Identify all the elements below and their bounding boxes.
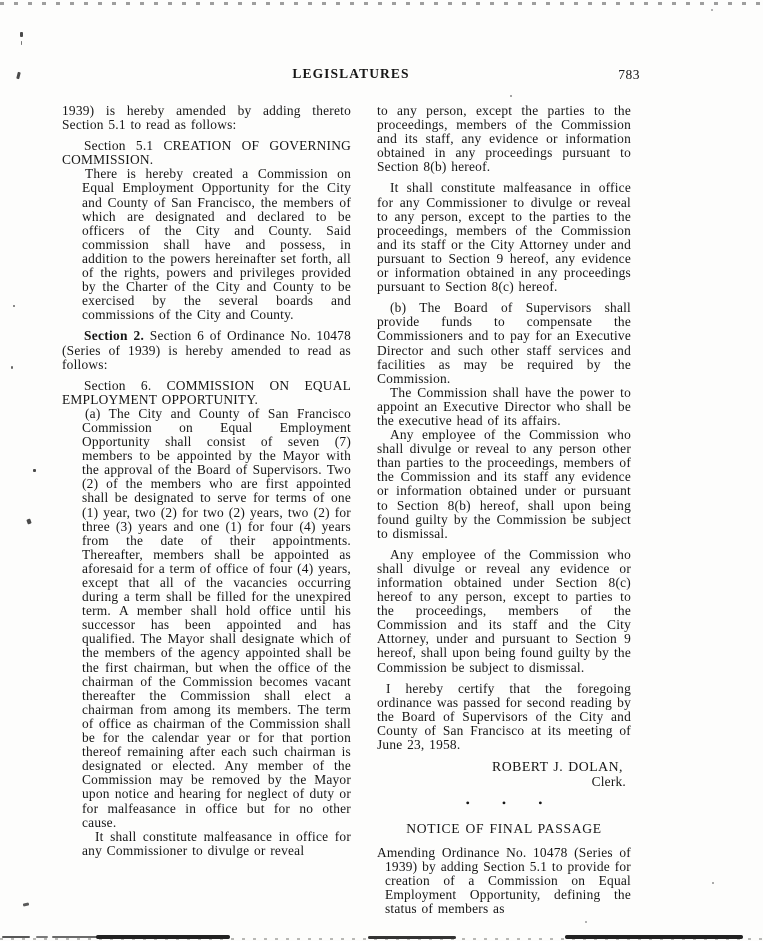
employee-dismissal-paragraph-2: Any employee of the Commission who shall divulge or reveal any evidence or information obtained under Section 8(c) hereof to any person, except to parties to the proceedings, members of the Commission and its staff and the City Attorney, under and pursuant to Section 9 hereof, shall upon being found guilty by the Commission be subject to dismissal. bbox=[377, 546, 631, 675]
scan-speck bbox=[16, 72, 21, 80]
scan-bottom-edge-segment bbox=[96, 935, 230, 939]
signature-name: ROBERT J. DOLAN, bbox=[492, 759, 623, 775]
page-header bbox=[62, 66, 640, 84]
section-6-heading: Section 6. COMMISSION ON EQUAL EMPLOYMENT OPPORTUNITY. bbox=[62, 377, 351, 407]
subsection-b-body: (b) The Board of Supervisors shall provide funds to compensate the Commissioners and to pay for an Executive Director and such other staff services and facilities as may be required by the Commission. bbox=[377, 300, 631, 386]
certification-paragraph: I hereby certify that the foregoing ordinance was passed for second reading by the Board of Supervisors of the City and County of San Francisco at its meeting of June 23, 1958. bbox=[377, 680, 631, 753]
amending-ordinance-paragraph: Amending Ordinance No. 10478 (Series of 1939) by adding Section 5.1 to provide for creation of a Commission on Equal Employment Opportunity, defining the status of members as bbox=[377, 844, 631, 916]
section-5-1-body: There is hereby created a Commission on Equal Employment Opportunity for the City and County of San Francisco, the members of which are designated and declared to be officers of the City and County. Said commission shall have and possess, in addition to the powers hereinafter set forth, all of the rights, powers and privileges provided by the Charter of the City and County to be exercised by the several boards and commissions of the City and County. bbox=[82, 166, 351, 323]
scan-speck bbox=[712, 882, 714, 884]
scan-speck bbox=[711, 9, 713, 11]
page-number: 783 bbox=[618, 67, 640, 82]
scan-bottom-edge-segment bbox=[368, 936, 456, 939]
section-5-1-heading: Section 5.1 CREATION OF GOVERNING COMMISSION. bbox=[62, 138, 351, 168]
scan-bottom-edge-segment bbox=[36, 936, 48, 938]
scan-speck bbox=[585, 921, 587, 923]
running-title: LEGISLATURES bbox=[292, 66, 410, 81]
employee-dismissal-paragraph-1: Any employee of the Commission who shall divulge or reveal to any person other than parties to the proceedings, members of the Commission and its staff any evidence or information obtained under or pursuant to Section 8(b) hereof, shall upon being found guilty by the Commission be subject to dismissal. bbox=[377, 427, 631, 541]
scan-speck bbox=[13, 305, 15, 307]
scan-speck bbox=[21, 41, 22, 45]
malfeasance-paragraph-2: It shall constitute malfeasance in office for any Commissioner to divulge or reveal to any person, except to the parties to the proceedings, members of the Commission and its staff or the City Attorney under and pursuant to Section 9 hereof, any evidence or information obtained in any proceedings pursuant to Section 8(c) hereof. bbox=[377, 180, 631, 295]
section-separator-dots: • • • bbox=[465, 796, 557, 811]
left-column bbox=[62, 104, 351, 858]
malfeasance-paragraph-continuation: to any person, except the parties to the proceedings, members of the Commission and its staff, any evidence or information obtained in any proceedings pursuant to Section 8(b) hereof. bbox=[377, 103, 631, 175]
scan-speck bbox=[26, 518, 31, 524]
notice-of-final-passage-heading: NOTICE OF FINAL PASSAGE bbox=[406, 821, 602, 837]
section-2-text: Section 6 of Ordinance No. 10478 (Series of 1939) is hereby amended to read as follows: bbox=[62, 328, 351, 372]
malfeasance-paragraph-start: It shall constitute malfeasance in office for any Commissioner to divulge or reveal bbox=[82, 828, 351, 858]
section-2-label: Section 2. bbox=[84, 328, 145, 344]
scan-top-dotted-edge bbox=[0, 2, 763, 5]
scan-bottom-edge-segment bbox=[2, 936, 30, 938]
scan-bottom-edge-segment bbox=[52, 936, 100, 938]
continuation-paragraph: 1939) is hereby amended by adding thereto Section 5.1 to read as follows: bbox=[62, 103, 351, 133]
scan-speck bbox=[23, 902, 29, 906]
commission-power-paragraph: The Commission shall have the power to appoint an Executive Director who shall be the executive head of its affairs. bbox=[377, 384, 631, 428]
scan-speck bbox=[33, 469, 36, 472]
section-2-paragraph bbox=[62, 329, 351, 371]
scan-speck bbox=[11, 366, 13, 369]
subsection-a-body: (a) The City and County of San Francisco Commission on Equal Employment Opportunity shall consist of seven (7) members to be appointed by the Mayor with the approval of the Board of Supervisors. Two (2) of the members who are first appointed shall be designated to serve for terms of one (1) year, two (2) for two (2) years, two (2) for three (3) years and one (1) for four (4) years from the date of their appointments. Thereafter, members shall be appointed as aforesaid for a term of office of four (4) years, except that all of the vacancies occurring during a term shall be filled for the unexpired term. A member shall hold office until his successor has been appointed and has qualified. The Mayor shall designate which of the members of the agency appointed shall be the first chairman, but when the office of the chairman of the Commission becomes vacant thereafter the Commission shall elect a chairman from among its members. The term of office as chairman of the Commission shall be for the calendar year or for that portion thereof remaining after each such chairman is designated or elected. Any member of the Commission may be removed by the Mayor upon notice and hearing for neglect of duty or for malfeasance in office but for no other cause. bbox=[82, 405, 351, 830]
scan-speck bbox=[510, 95, 512, 97]
right-column bbox=[377, 104, 631, 916]
scan-speck bbox=[20, 32, 23, 37]
scan-bottom-edge-segment bbox=[565, 935, 743, 939]
signature-title: Clerk. bbox=[591, 774, 626, 790]
